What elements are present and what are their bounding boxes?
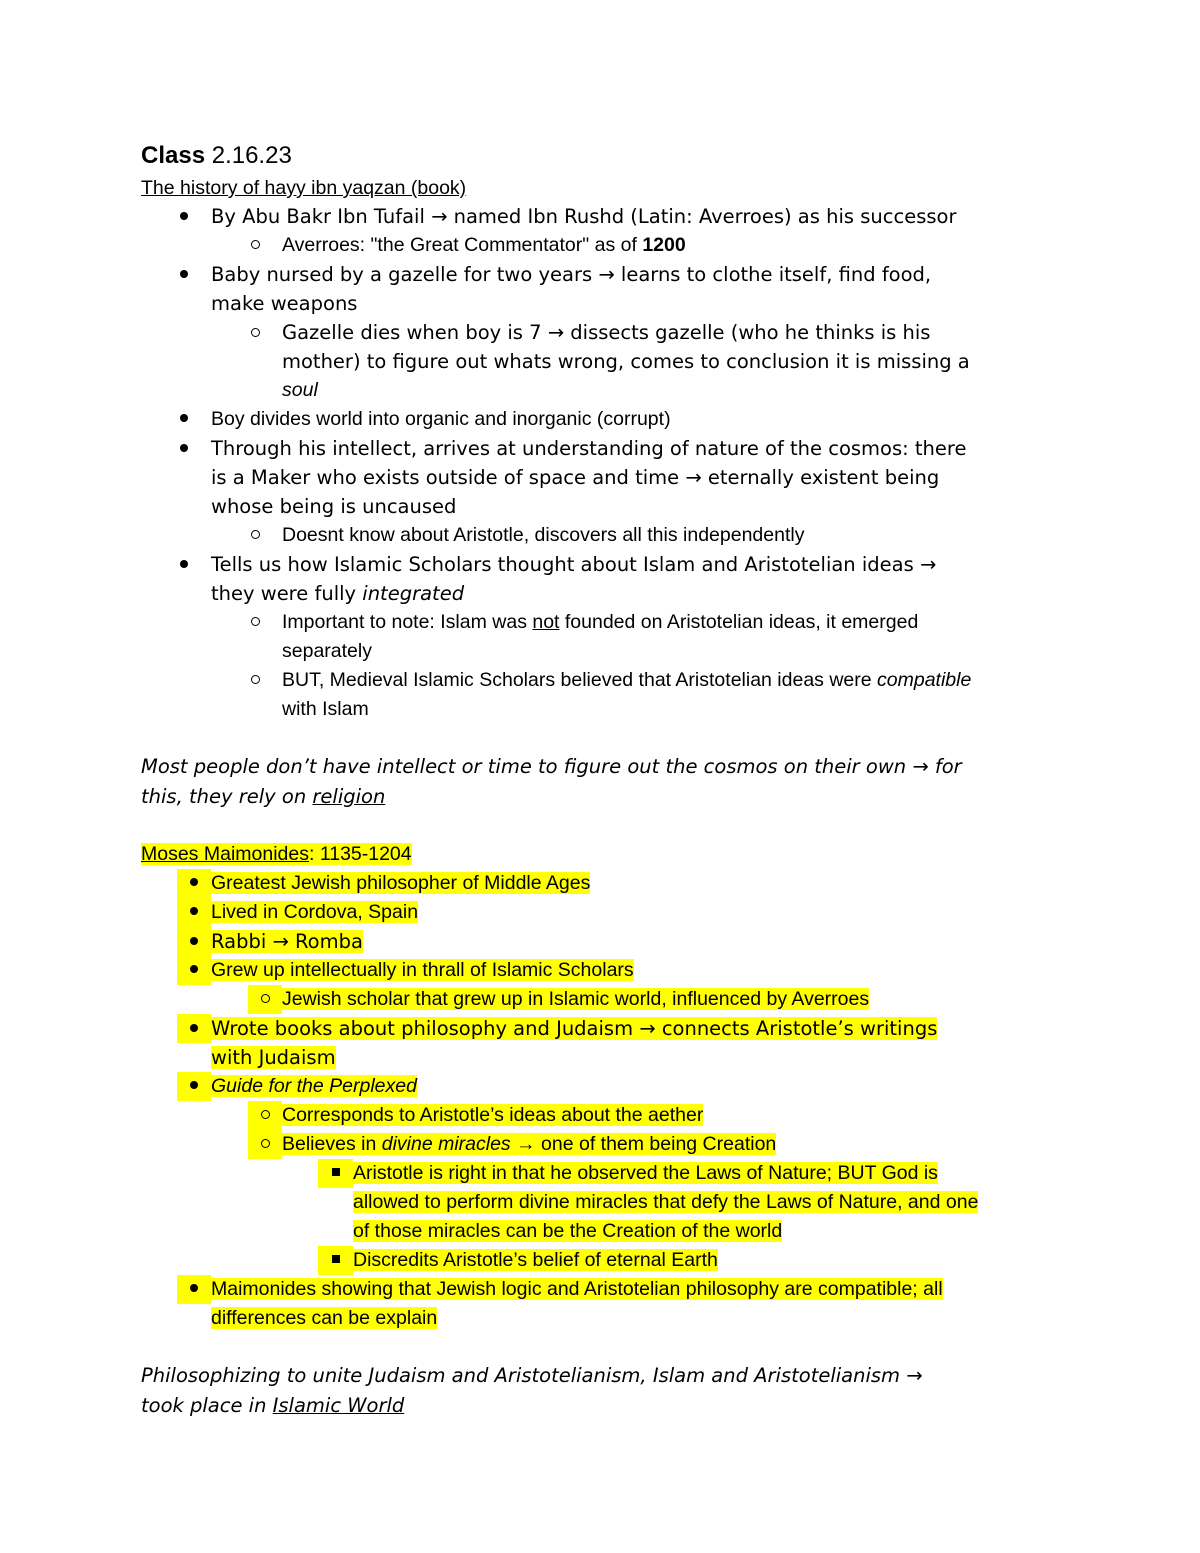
list-item: Doesnt know about Aristotle, discovers all this independently — [141, 521, 1061, 550]
list-item: Grew up intellectually in thrall of Islamic Scholars — [141, 956, 1061, 985]
bullet-dot-icon — [177, 1014, 211, 1043]
list-item: Believes in divine miracles → one of them being Creation — [141, 1130, 1061, 1159]
italic-paragraph: Most people don’t have intellect or time to figure out the cosmos on their own → for — [141, 755, 962, 778]
document-page — [141, 138, 1061, 1421]
list-item: Guide for the Perplexed — [141, 1072, 1061, 1101]
bullet-circle-icon — [248, 985, 282, 1014]
bullet-circle-icon — [248, 1101, 282, 1130]
list-item: Boy divides world into organic and inorganic (corrupt) — [141, 405, 1061, 434]
bullet-dot-icon — [177, 956, 211, 985]
list-item-continuation: of those miracles can be the Creation of the world — [353, 1220, 783, 1242]
bullet-dot-icon — [177, 202, 191, 231]
list-item: Averroes: "the Great Commentator" as of 1200 — [141, 231, 1061, 260]
list-item: Greatest Jewish philosopher of Middle Ages — [141, 869, 1061, 898]
list-item-continuation: separately — [282, 640, 372, 662]
bullet-circle-icon — [248, 1130, 282, 1159]
italic-paragraph: Philosophizing to unite Judaism and Aristotelianism, Islam and Aristotelianism → — [141, 1364, 923, 1387]
bullet-circle-icon — [248, 521, 262, 550]
list-item: Jewish scholar that grew up in Islamic world, influenced by Averroes — [141, 985, 1061, 1014]
title-class-word: Class — [141, 142, 206, 169]
bullet-circle-icon — [248, 231, 262, 260]
bullet-circle-icon — [248, 666, 262, 695]
book-heading: The history of hayy ibn yaqzan (book) — [141, 177, 467, 199]
list-item: Discredits Aristotle’s belief of eternal Earth — [141, 1246, 1061, 1275]
list-item-continuation: mother) to figure out whats wrong, comes to conclusion it is missing a — [282, 350, 970, 373]
list-item-continuation: differences can be explain — [211, 1307, 438, 1329]
list-item: Lived in Cordova, Spain — [141, 898, 1061, 927]
title-date: 2.16.23 — [211, 142, 292, 169]
bullet-circle-icon — [248, 318, 262, 347]
list-item-continuation: is a Maker who exists outside of space and time → eternally existent being — [211, 466, 940, 489]
bullet-dot-icon — [177, 869, 211, 898]
list-item: Gazelle dies when boy is 7 → dissects gazelle (who he thinks is his — [141, 318, 1061, 347]
page-title — [141, 138, 1061, 174]
bullet-square-icon — [318, 1159, 353, 1188]
bullet-square-icon — [318, 1246, 353, 1275]
list-item: Through his intellect, arrives at understanding of nature of the cosmos: there — [141, 434, 1061, 463]
bullet-dot-icon — [177, 434, 191, 463]
list-item: Corresponds to Aristotle’s ideas about the aether — [141, 1101, 1061, 1130]
list-item-continuation: whose being is uncaused — [211, 495, 457, 518]
list-item: Rabbi → Romba — [141, 927, 1061, 956]
bullet-dot-icon — [177, 550, 191, 579]
list-item: By Abu Bakr Ibn Tufail → named Ibn Rushd (Latin: Averroes) as his successor — [141, 202, 1061, 231]
list-item-continuation: they were fully integrated — [211, 582, 465, 605]
bullet-dot-icon — [177, 1072, 211, 1101]
list-item: Aristotle is right in that he observed the Laws of Nature; BUT God is — [141, 1159, 1061, 1188]
italic-paragraph-continuation: took place in Islamic World — [141, 1394, 405, 1417]
bullet-dot-icon — [177, 1275, 211, 1304]
section-heading: Moses Maimonides: 1135-1204 — [141, 843, 412, 865]
list-item-continuation: with Islam — [282, 698, 369, 720]
list-item-continuation: soul — [282, 379, 318, 401]
bullet-dot-icon — [177, 260, 191, 289]
list-item: Tells us how Islamic Scholars thought about Islam and Aristotelian ideas → — [141, 550, 1061, 579]
list-item: Maimonides showing that Jewish logic and Aristotelian philosophy are compatible; all — [141, 1275, 1061, 1304]
list-item: Important to note: Islam was not founded on Aristotelian ideas, it emerged — [141, 608, 1061, 637]
list-item: Baby nursed by a gazelle for two years → learns to clothe itself, find food, — [141, 260, 1061, 289]
italic-paragraph-continuation: this, they rely on religion — [141, 785, 386, 808]
list-item-continuation: make weapons — [211, 292, 358, 315]
list-item-continuation: with Judaism — [211, 1046, 336, 1069]
bullet-circle-icon — [248, 608, 262, 637]
list-item-continuation: allowed to perform divine miracles that defy the Laws of Nature, and one — [353, 1191, 979, 1213]
bullet-dot-icon — [177, 898, 211, 927]
bullet-dot-icon — [177, 405, 191, 434]
list-item: BUT, Medieval Islamic Scholars believed that Aristotelian ideas were compatible — [141, 666, 1061, 695]
bullet-dot-icon — [177, 927, 211, 956]
list-item: Wrote books about philosophy and Judaism → connects Aristotle’s writings — [141, 1014, 1061, 1043]
